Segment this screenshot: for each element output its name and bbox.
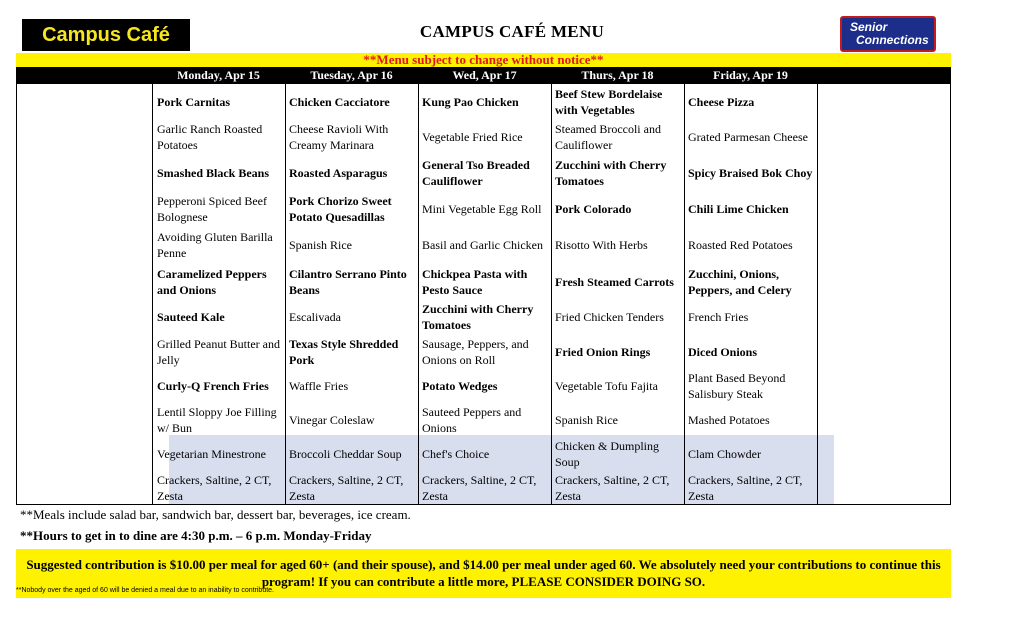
menu-cell (157, 191, 286, 226)
contribution-banner (16, 549, 951, 598)
menu-item-text: French Fries (688, 309, 749, 324)
menu-cell (688, 227, 817, 262)
column-divider (418, 84, 419, 504)
menu-item-text: Cilantro Serrano Pinto Beans (289, 266, 407, 297)
menu-cell (157, 436, 286, 471)
menu-grid (16, 84, 951, 505)
menu-cell (157, 84, 286, 119)
menu-item-text: Spanish Rice (555, 412, 618, 427)
menu-cell (688, 119, 817, 154)
menu-cell (555, 436, 684, 471)
menu-cell (555, 84, 684, 119)
menu-cell (422, 402, 551, 437)
menu-item-text: Mini Vegetable Egg Roll (422, 201, 542, 216)
menu-item-text: Pork Chorizo Sweet Potato Quesadillas (289, 193, 392, 224)
hours-note: **Hours to get in to dine are 4:30 p.m. – 6 p.m. Monday-Friday (20, 528, 372, 543)
menu-item-text: Sauteed Kale (157, 309, 225, 324)
menu-notice: **Menu subject to change without notice** (16, 53, 951, 67)
menu-item-text: Pepperoni Spiced Beef Bolognese (157, 193, 267, 224)
menu-item-text: Zucchini, Onions, Peppers, and Celery (688, 266, 792, 297)
senior-connections-logo (840, 16, 936, 52)
menu-cell (422, 227, 551, 262)
menu-item-text: Chicken Cacciatore (289, 94, 390, 109)
menu-item-text: Zucchini with Cherry Tomatoes (422, 301, 534, 332)
menu-cell (688, 402, 817, 437)
menu-cell (555, 334, 684, 369)
menu-item-text: Sauteed Peppers and Onions (422, 404, 522, 435)
menu-item-text: Crackers, Saltine, 2 CT, Zesta (688, 472, 803, 503)
menu-cell (688, 334, 817, 369)
menu-item-text: Vegetable Fried Rice (422, 129, 523, 144)
menu-cell (422, 436, 551, 471)
campus-cafe-logo: Campus Café (22, 19, 190, 51)
menu-cell (157, 227, 286, 262)
menu-item-text: Basil and Garlic Chicken (422, 237, 543, 252)
menu-item-text: Grated Parmesan Cheese (688, 129, 808, 144)
menu-cell (289, 299, 418, 334)
menu-cell (422, 470, 551, 505)
menu-item-text: Pork Colorado (555, 201, 632, 216)
menu-item-text: Chef's Choice (422, 446, 490, 461)
menu-cell (289, 402, 418, 437)
menu-cell (555, 264, 684, 299)
menu-item-text: Waffle Fries (289, 378, 349, 393)
menu-cell (422, 264, 551, 299)
menu-cell (157, 119, 286, 154)
day-header: Friday, Apr 19 (713, 68, 788, 82)
menu-cell (289, 84, 418, 119)
menu-item-text: Crackers, Saltine, 2 CT, Zesta (555, 472, 670, 503)
menu-cell (555, 368, 684, 403)
menu-item-text: Chickpea Pasta with Pesto Sauce (422, 266, 528, 297)
page-title: CAMPUS CAFÉ MENU (419, 22, 605, 41)
menu-cell (555, 227, 684, 262)
menu-item-text: Curly-Q French Fries (157, 378, 269, 393)
menu-cell (555, 470, 684, 505)
menu-cell (422, 191, 551, 226)
menu-item-text: Spanish Rice (289, 237, 352, 252)
column-divider (152, 84, 153, 504)
menu-cell (555, 119, 684, 154)
menu-cell (289, 334, 418, 369)
menu-cell (555, 402, 684, 437)
menu-cell (688, 470, 817, 505)
menu-item-text: Fried Onion Rings (555, 344, 651, 359)
menu-cell (688, 264, 817, 299)
menu-cell (289, 368, 418, 403)
menu-cell (555, 191, 684, 226)
menu-cell (157, 470, 286, 505)
menu-cell (157, 155, 286, 190)
menu-item-text: Zucchini with Cherry Tomatoes (555, 157, 667, 188)
menu-item-text: Broccoli Cheddar Soup (289, 446, 402, 461)
menu-item-text: Crackers, Saltine, 2 CT, Zesta (422, 472, 537, 503)
logo-line-2: Connections (856, 33, 929, 47)
menu-item-text: Crackers, Saltine, 2 CT, Zesta (157, 472, 272, 503)
menu-cell (157, 299, 286, 334)
menu-cell (688, 191, 817, 226)
menu-cell (422, 368, 551, 403)
menu-item-text: Texas Style Shredded Pork (289, 336, 399, 367)
menu-cell (289, 119, 418, 154)
day-header: Thurs, Apr 18 (581, 68, 654, 82)
menu-item-text: Vinegar Coleslaw (289, 412, 375, 427)
menu-item-text: Fresh Steamed Carrots (555, 274, 674, 289)
menu-item-text: Roasted Red Potatoes (688, 237, 793, 252)
menu-item-text: Escalivada (289, 309, 341, 324)
menu-cell (289, 155, 418, 190)
column-divider (817, 84, 818, 504)
menu-cell (422, 334, 551, 369)
menu-cell (422, 119, 551, 154)
contribution-footnote: **Nobody over the aged of 60 will be denied a meal due to an inability to contribute. (16, 587, 275, 594)
column-divider (551, 84, 552, 504)
menu-cell (422, 155, 551, 190)
menu-item-text: Diced Onions (688, 344, 758, 359)
menu-cell (157, 368, 286, 403)
menu-item-text: Garlic Ranch Roasted Potatoes (157, 121, 263, 152)
menu-item-text: Vegetarian Minestrone (157, 446, 266, 461)
menu-cell (688, 155, 817, 190)
menu-item-text: Mashed Potatoes (688, 412, 770, 427)
day-header: Monday, Apr 15 (177, 68, 260, 82)
menu-item-text: Beef Stew Bordelaise with Vegetables (555, 86, 663, 117)
day-header: Wed, Apr 17 (452, 68, 517, 82)
menu-cell (157, 264, 286, 299)
menu-cell (289, 227, 418, 262)
logo-line-1: Senior (850, 20, 888, 34)
column-divider (684, 84, 685, 504)
menu-item-text: Risotto With Herbs (555, 237, 648, 252)
menu-item-text: Plant Based Beyond Salisbury Steak (688, 370, 786, 401)
menu-cell (555, 299, 684, 334)
menu-cell (688, 368, 817, 403)
menu-item-text: Crackers, Saltine, 2 CT, Zesta (289, 472, 404, 503)
menu-item-text: Pork Carnitas (157, 94, 230, 109)
menu-item-text: Avoiding Gluten Barilla Penne (157, 229, 273, 260)
menu-item-text: Kung Pao Chicken (422, 94, 519, 109)
menu-cell (422, 299, 551, 334)
menu-item-text: Chili Lime Chicken (688, 201, 789, 216)
menu-cell (157, 334, 286, 369)
menu-item-text: Sausage, Peppers, and Onions on Roll (422, 336, 529, 367)
menu-item-text: Potato Wedges (422, 378, 498, 393)
menu-item-text: Roasted Asparagus (289, 165, 388, 180)
menu-item-text: Spicy Braised Bok Choy (688, 165, 813, 180)
menu-cell (555, 155, 684, 190)
menu-item-text: Clam Chowder (688, 446, 761, 461)
day-header-row (16, 67, 951, 84)
menu-cell (289, 264, 418, 299)
menu-cell (289, 470, 418, 505)
menu-item-text: Steamed Broccoli and Cauliflower (555, 121, 661, 152)
day-header: Tuesday, Apr 16 (310, 68, 393, 82)
menu-cell (422, 84, 551, 119)
menu-item-text: General Tso Breaded Cauliflower (422, 157, 530, 188)
menu-item-text: Caramelized Peppers and Onions (157, 266, 267, 297)
menu-cell (688, 84, 817, 119)
menu-item-text: Fried Chicken Tenders (555, 309, 664, 324)
menu-item-text: Cheese Ravioli With Creamy Marinara (289, 121, 389, 152)
menu-cell (688, 299, 817, 334)
menu-cell (289, 191, 418, 226)
contribution-text: Suggested contribution is $10.00 per meal for aged 60+ (and their spouse), and $14.00 per meal under aged 60. We absolutely need your contributions to continue this program! If you can contribute a little more, PLEASE CONSIDER DOING SO. (26, 557, 941, 589)
menu-cell (157, 402, 286, 437)
menu-item-text: Cheese Pizza (688, 94, 755, 109)
menu-cell (289, 436, 418, 471)
menu-item-text: Smashed Black Beans (157, 165, 270, 180)
menu-cell (688, 436, 817, 471)
menu-item-text: Lentil Sloppy Joe Filling w/ Bun (157, 404, 277, 435)
menu-item-text: Chicken & Dumpling Soup (555, 438, 659, 469)
menu-item-text: Vegetable Tofu Fajita (555, 378, 658, 393)
menu-item-text: Grilled Peanut Butter and Jelly (157, 336, 280, 367)
meals-note: **Meals include salad bar, sandwich bar, dessert bar, beverages, ice cream. (20, 507, 411, 522)
